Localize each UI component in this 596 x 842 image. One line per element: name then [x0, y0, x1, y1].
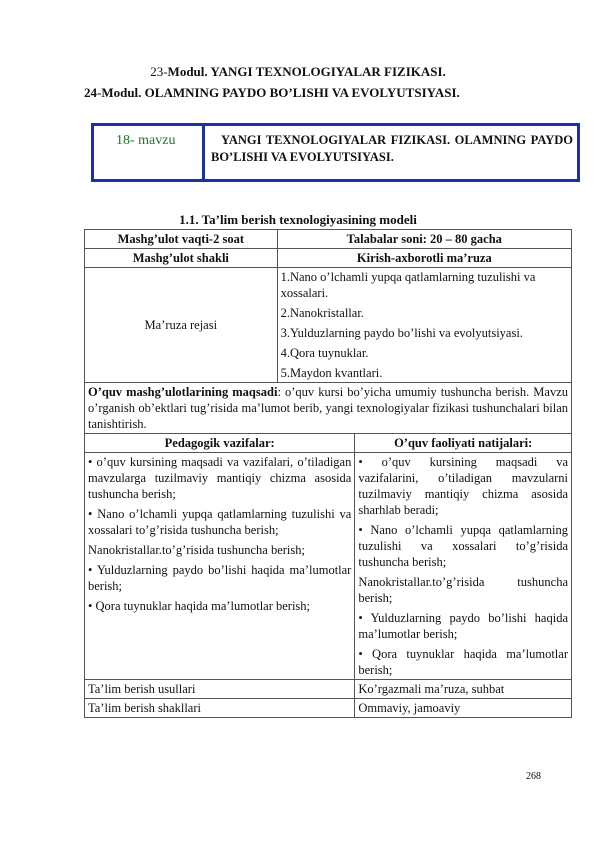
table-row	[85, 268, 572, 383]
learning-result: Nanokristallar.to’g’risida tushuncha berish;	[358, 575, 568, 605]
plan-label-cell: Ma’ruza rejasi	[85, 268, 278, 383]
methods-value-cell: Ko’rgazmali ma’ruza, suhbat	[355, 680, 572, 699]
plan-item: 3.Yulduzlarning paydo bo’lishi va evolyutsiyasi.	[280, 326, 523, 340]
page-number: 268	[526, 771, 541, 782]
model-table	[84, 229, 572, 718]
module-23-prefix: 23-	[150, 64, 168, 79]
pedagogical-task: • Qora tuynuklar haqida ma’lumotlar berish;	[88, 599, 311, 613]
module-24-heading: 24-Modul. OLAMNING PAYDO BO’LISHI VA EVOLYUTSIYASI.	[84, 85, 460, 100]
table-row	[85, 453, 572, 680]
plan-item: 4.Qora tuynuklar.	[280, 346, 369, 360]
table-row	[85, 249, 572, 268]
plan-item: 5.Maydon kvantlari.	[280, 366, 383, 380]
pedagogical-task: • Yulduzlarning paydo bo’lishi haqida ma’lumotlar berish;	[88, 563, 352, 593]
learning-result: • Nano o’lchamli yupqa qatlamlarning tuzulishi va xossalari to’g’risida tushuncha berish;	[358, 523, 568, 569]
form-value-cell: Kirish-axborotli ma’ruza	[277, 249, 571, 268]
table-row	[85, 383, 572, 434]
forms-value-cell: Ommaviy, jamoaviy	[355, 699, 572, 718]
pedagogical-task: • Nano o’lchamli yupqa qatlamlarning tuzulishi va xossalari to’g’risida tushuncha berish;	[88, 507, 352, 537]
goal-text: : o’quv kursi bo’yicha umumiy tushuncha berish. Mavzu o’rganish ob’ektlari tug’risida ma’lumot berib, yangi texnologiyalar fizikasi tushunchalari bilan tanishtirish.	[88, 385, 569, 431]
learning-results-cell	[355, 453, 572, 680]
learning-results-header: O’quv faoliyati natijalari:	[355, 434, 572, 453]
learning-result: • Yulduzlarning paydo bo’lishi haqida ma’lumotlar berish;	[358, 611, 568, 641]
module-23-heading	[0, 64, 596, 80]
topic-number: 18- mavzu	[94, 126, 205, 179]
goal-label: O’quv mashg’ulotlarining maqsadi	[88, 385, 278, 399]
goal-cell	[85, 383, 572, 434]
pedagogical-task: Nanokristallar.to’g’risida tushuncha berish;	[88, 543, 305, 557]
form-label-cell: Mashg’ulot shakli	[85, 249, 278, 268]
learning-result: • o’quv kursining maqsadi va vazifalarini, o’tiladigan mavzularni tuzilmaviy mantiqiy chizma asosida sharhlab beradi;	[358, 455, 568, 517]
plan-item: 1.Nano o’lchamli yupqa qatlamlarning tuzulishi va xossalari.	[280, 270, 536, 300]
forms-label-cell: Ta’lim berish shakllari	[85, 699, 355, 718]
plan-list-cell	[277, 268, 571, 383]
model-title: 1.1. Ta’lim berish texnologiyasining modeli	[179, 212, 417, 227]
plan-item: 2.Nanokristallar.	[280, 306, 364, 320]
topic-box	[91, 123, 580, 182]
pedagogical-task: • o’quv kursining maqsadi va vazifalari, o’tiladigan mavzularga tuzilmaviy mantiqiy chizma asosida tushuncha berish;	[88, 455, 352, 501]
topic-title: YANGI TEXNOLOGIYALAR FIZIKASI. OLAMNING PAYDO BO’LISHI VA EVOLYUTSIYASI.	[211, 133, 573, 164]
time-cell: Mashg’ulot vaqti-2 soat	[85, 230, 278, 249]
table-row	[85, 230, 572, 249]
module-23-title: Modul. YANGI TEXNOLOGIYALAR FIZIKASI.	[167, 64, 446, 79]
table-row	[85, 680, 572, 699]
pedagogical-tasks-cell	[85, 453, 355, 680]
learning-result: • Qora tuynuklar haqida ma’lumotlar berish;	[358, 647, 568, 677]
table-row	[85, 434, 572, 453]
pedagogical-tasks-header: Pedagogik vazifalar:	[85, 434, 355, 453]
methods-label-cell: Ta’lim berish usullari	[85, 680, 355, 699]
table-row	[85, 699, 572, 718]
students-cell: Talabalar soni: 20 – 80 gacha	[277, 230, 571, 249]
